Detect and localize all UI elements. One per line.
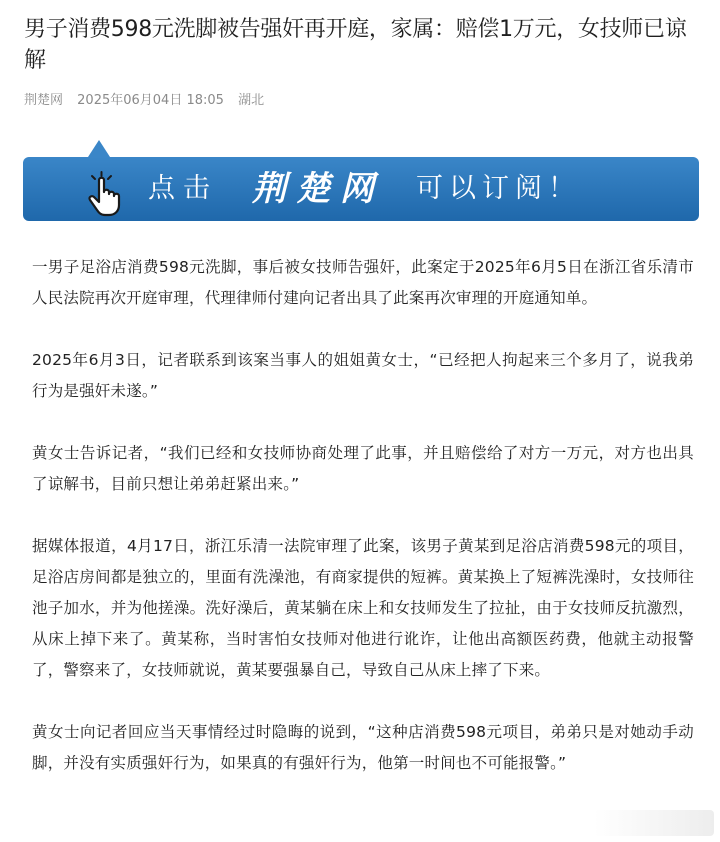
article-title: 男子消费598元洗脚被告强奸再开庭，家属：赔偿1万元，女技师已谅解: [24, 17, 687, 73]
article-paragraph: 黄女士向记者回应当天事情经过时隐晦的说到，“这种店消费598元项目，弟弟只是对她动手动脚，并没有实质强奸行为，如果真的有强奸行为，他第一时间也不可能报警。”: [32, 723, 694, 772]
watermark: [594, 810, 714, 836]
article-paragraph: 黄女士告诉记者，“我们已经和女技师协商处理了此事，并且赔偿给了对方一万元，对方也出具了谅解书，目前只想让弟弟赶紧出来。”: [32, 444, 694, 493]
banner-notch: [88, 140, 110, 157]
banner-brand-logo: 荆楚网: [252, 169, 384, 209]
hand-pointer-icon: [82, 170, 130, 218]
article-meta: [24, 89, 274, 109]
banner-subscribe-label: 可以订阅！: [416, 173, 581, 204]
source-link[interactable]: 荆楚网: [24, 93, 64, 108]
article-paragraph: 2025年6月3日，记者联系到该案当事人的姐姐黄女士，“已经把人拘起来三个多月了，说我弟行为是强奸未遂。”: [32, 351, 694, 400]
publish-location: 湖北: [238, 93, 265, 108]
article-paragraph: 据媒体报道，4月17日，浙江乐清一法院审理了此案，该男子黄某到足浴店消费598元的项目，足浴店房间都是独立的，里面有洗澡池，有商家提供的短裤。黄某换上了短裤洗澡时，女技师往池子加水，并为他搓澡。洗好澡后，黄某躺在床上和女技师发生了拉扯，由于女技师反抗激烈，从床上掉下来了。黄某称，当时害怕女技师对他进行讹诈，让他出高额医药费，他就主动报警了，警察来了，女技师就说，黄某要强暴自己，导致自己从床上摔了下来。: [32, 537, 694, 679]
banner-click-label: 点击: [148, 173, 218, 204]
publish-datetime: 2025年06月04日 18:05: [77, 93, 224, 108]
article-paragraph: 一男子足浴店消费598元洗脚，事后被女技师告强奸，此案定于2025年6月5日在浙江省乐清市人民法院再次开庭审理，代理律师付建向记者出具了此案再次审理的开庭通知单。: [32, 258, 694, 307]
article-body: [32, 252, 694, 810]
